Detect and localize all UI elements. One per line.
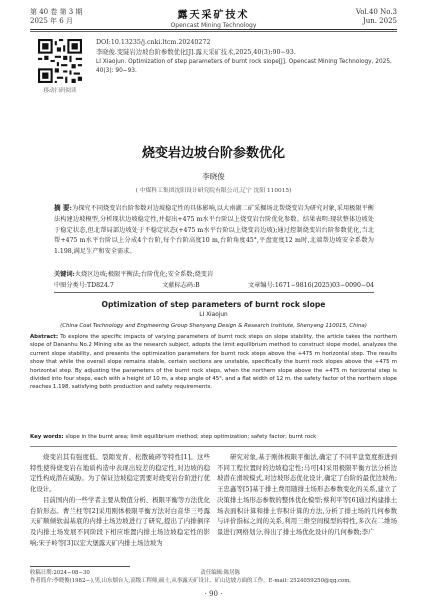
- author-name-en: LI Xiaojun: [199, 312, 228, 318]
- body-paragraph: 研究对象,基于刚体极限平衡法,确定了不同平盘宽度推进到不同工程位置时的边坡稳定性;马可[4]采用极限平衡方法分析边坡潜在滑坡模式,对边坡形态优化设计,确定了台阶的最优边坡角;王忠鑫等[5]基于排土费用随排土场形态参数变化的关系,建立了决策排土场形态参数的整体优化模型;蔡利平等[6]通过构建排土场表面积计算和排土容积计算的方法,分析了排土场的几何参数与评价指标之间的关系,利用三维空间模型的特性,多次在二维场景进行网格划分,得出了排土场优化设计的几何参数;李广: [217, 453, 397, 536]
- citation-block: [96, 38, 396, 76]
- footnote-rule: [30, 566, 130, 567]
- keywords-label-en: Key words:: [30, 434, 64, 440]
- journal-name-cn: 露天采矿技术: [177, 10, 250, 21]
- author-name: 李晓俊: [202, 172, 225, 181]
- qr-caption: 移动扫码阅读: [43, 88, 77, 94]
- header-rule: [30, 29, 397, 30]
- editor-name: 陈居陈: [223, 570, 240, 576]
- keywords-text-en: slope in the burnt area; limit equilibrium method; step optimization; safety factor; burnt rock: [65, 434, 317, 440]
- doi-link[interactable]: DOI:10.13235/j.cnki.ltcm.20240272: [96, 39, 211, 46]
- date-cn: 2025 年 6 月: [30, 17, 73, 25]
- abstract-text-en: To explore the specific impacts of varying parameters of burnt rock steps on slope stability, the article takes the northern slope of Dananhu No.2 Mining site as the research subject, adopts the limit equilibrium method to construct slope model, analyzes the current slope stability, and presents the optimization parameters for burnt rock steps above the +475 m horizontal step. The results show that while the overall slope remains stable, certain sections are unstable, specifically the burnt rock slopes above the +475 m horizontal step. By adjusting the parameters of the burnt rock steps, when the northern slope above the +475 m horizontal step is divided into four steps, each with a height of 10 m, a step angle of 45°, and a flat width of 12 m, the safety factor of the northern slope reaches 1.198, satisfying both production and safety requirements.: [30, 334, 397, 391]
- author-affiliation: ( 中煤科工集团沈阳设计研究院有限公司,辽宁 沈阳 110015): [135, 188, 292, 194]
- article-title-en: Optimization of step parameters of burnt rock slope: [101, 300, 326, 309]
- body-column-left: [30, 452, 210, 548]
- document-code: 文献标志码:B: [162, 282, 200, 289]
- page-number: · 90 ·: [204, 590, 223, 598]
- editor-label: 责任编辑:: [200, 570, 224, 576]
- volume-issue-en: Vol.40 No.3: [355, 8, 397, 16]
- body-paragraph: 目前国内的一些学者主要从数值分析、极限平衡等方法优化台阶形态。曹兰柱等[2]采用刚体极限平衡方法对白音华三号露天矿顺倾软弱基底的内排土场边坡进行了研究,提出了内排倒序及内排土场发展不同阶段下相应堆置内排土场边坡稳定性的影响;宋子岭等[3]以宏大堡露天矿内排土场边坡为: [30, 495, 210, 547]
- abstract-text: 为探究不同烧变岩台阶参数对边坡稳定性的具体影响,以大南湖二矿采掘场北帮烧变岩为研究对象,采用极限平衡法构建边坡模型,分析现状边坡稳定性,并提出+475 m水平台阶以上烧变岩台阶优化参数。结果表明:现状整体边坡处于稳定状态,但北帮局部边坡处于不稳定状态(+475 m水平台阶以上烧变岩边坡);通过控制烧变岩台阶参数优化,当北帮+475 m水平台阶以上分成4个台阶,每个台阶高度10 m,台阶角度45°,平盘宽度12 m时,北端帮边坡安全系数为1.198,满足生产和安全需求。: [54, 205, 374, 256]
- abstract-en: [30, 333, 397, 392]
- article-number: 文章编号:1671−9816(2025)03−0090−04: [248, 282, 374, 289]
- header-rule-thin: [30, 31, 397, 32]
- classification-row: [54, 280, 374, 289]
- journal-name-en: Opencast Mining Technology: [170, 22, 257, 29]
- date-en: Jun. 2025: [362, 17, 397, 25]
- journal-masthead: [150, 6, 277, 29]
- body-divider: [30, 446, 397, 447]
- abstract-label: 摘 要:: [54, 204, 72, 212]
- author-affiliation-en: (China Coal Technology and Engineering Group Shenyang Design & Research Institute, Shenyang 110015, China): [60, 323, 367, 329]
- author-bio: 作者简介:李晓俊(1982—),男,山东烟台人,高级工程师,硕士,从事露天矿设计、矿山边坡方面的工作。E-mail: 2524059250@qq.com。: [30, 578, 355, 585]
- keywords-en: [30, 434, 397, 440]
- received-date: 2024−08−30: [53, 570, 90, 576]
- citation-en: LI Xiaojun. Optimization of step parameters of burnt rock slope[J]. Opencast Mining Technology, 2025, 40(3): 90−93.: [96, 59, 392, 74]
- header-volume-en: [356, 8, 397, 26]
- footnote: [30, 569, 397, 586]
- article-title: 烧变岩边坡台阶参数优化: [141, 146, 285, 161]
- abstract-cn: [54, 203, 374, 258]
- keywords-cn: [54, 269, 374, 278]
- header-volume-cn: [30, 8, 83, 26]
- body-paragraph: 烧变岩其有强度低、裂隙发育、松散破碎等特性[1]。这些特性使得烧变岩在地质构造中表现出较差的稳定性,对边坡的稳定性构成潜在威胁。为了保证边坡稳定需要对烧变岩台阶进行优化设计。: [30, 453, 210, 494]
- keywords-label: 关键词:: [54, 271, 75, 278]
- footnote-dates: [30, 569, 240, 577]
- clc-number: 中图分类号:TD824.7: [54, 282, 114, 289]
- citation-cn: 李晓俊.变陡岩边坡台阶参数优化[J].露天采矿技术,2025,40(3):90−93.: [96, 49, 296, 56]
- body-column-right: [217, 452, 397, 538]
- abstract-label-en: Abstract:: [30, 334, 59, 340]
- section-divider: [54, 292, 374, 293]
- keywords-text: 火烧区边坡;极限平衡法;台阶优化;安全系数;烧变岩: [74, 271, 214, 278]
- qr-code-icon: [38, 39, 82, 83]
- received-label: 收稿日期:: [30, 570, 54, 576]
- volume-issue-cn: 第 40 卷 第 3 期: [30, 8, 83, 16]
